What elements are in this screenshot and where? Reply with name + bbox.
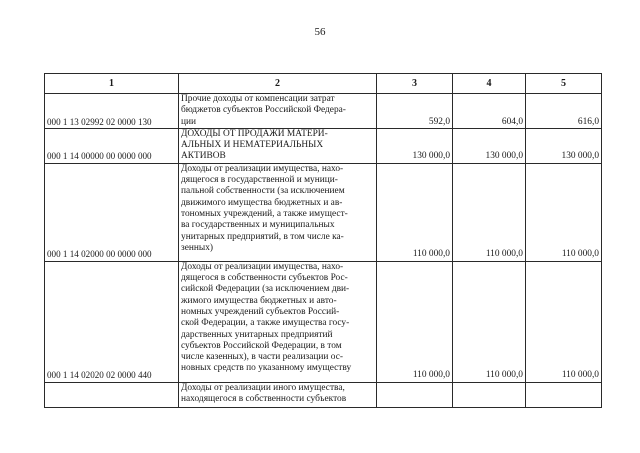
description-line: АЛЬНЫХ И НЕМАТЕРИАЛЬНЫХ [181,140,324,151]
value-col-4-cell: 604,0 [453,94,526,129]
page-number: 56 [314,26,326,38]
budget-code-cell: 000 1 14 00000 00 0000 000 [45,128,179,163]
description-line: жимого имущества бюджетных и авто- [181,295,337,306]
description-cell [179,94,377,129]
budget-code-cell: 000 1 14 02000 00 0000 000 [45,163,179,261]
description-line: зенных) [181,242,214,253]
column-header-3: 3 [377,74,453,94]
value-col-4-cell [453,382,526,407]
budget-code-cell: 000 1 14 02020 02 0000 440 [45,261,179,382]
description-line: Доходы от реализации имущества, нахо- [181,261,344,272]
description-line: Доходы от реализации иного имущества, [181,382,345,393]
description-line: ДОХОДЫ ОТ ПРОДАЖИ МАТЕРИ- [181,128,328,139]
description-line: дящегося в собственности субъектов Рос- [181,273,348,284]
budget-revenue-table [44,73,602,408]
description-line: АКТИВОВ [181,151,226,162]
description-line: сийской Федерации (за исключением дви- [181,284,350,295]
description-line: дящегося в государственной и муници- [181,175,338,186]
description-cell [179,382,377,407]
description-line: Доходы от реализации имущества, нахо- [181,163,344,174]
value-col-3-cell: 110 000,0 [377,163,453,261]
value-col-5-cell: 616,0 [526,94,602,129]
value-col-4-cell: 130 000,0 [453,128,526,163]
value-col-5-cell: 110 000,0 [526,261,602,382]
table-row [45,261,602,382]
description-line: номных учреждений субъектов Россий- [181,306,340,317]
description-line: ва государственных и муниципальных [181,220,335,231]
value-col-3-cell: 592,0 [377,94,453,129]
value-col-3-cell: 110 000,0 [377,261,453,382]
column-header-5: 5 [526,74,602,94]
budget-code-cell: 000 1 13 02992 02 0000 130 [45,94,179,129]
description-cell [179,261,377,382]
description-line: находящегося в собственности субъектов [181,394,347,405]
value-col-4-cell: 110 000,0 [453,163,526,261]
description-line: новных средств по указанному имуществу [181,363,352,374]
description-line: Прочие доходы от компенсации затрат [181,94,335,104]
value-col-5-cell [526,382,602,407]
description-line: субъектов Российской Федерации, в том [181,340,342,351]
description-line: движимого имущества бюджетных и ав- [181,197,343,208]
column-header-4: 4 [453,74,526,94]
table-row [45,163,602,261]
value-col-5-cell: 130 000,0 [526,128,602,163]
value-col-3-cell [377,382,453,407]
budget-code-cell [45,382,179,407]
header-row [45,74,602,94]
description-line: ской Федерации, а также имущества госу- [181,318,350,329]
value-col-5-cell: 110 000,0 [526,163,602,261]
column-header-1: 1 [45,74,179,94]
description-cell [179,128,377,163]
description-cell [179,163,377,261]
column-header-2: 2 [179,74,377,94]
value-col-4-cell: 110 000,0 [453,261,526,382]
value-col-3-cell: 130 000,0 [377,128,453,163]
table-row [45,94,602,129]
table-row [45,128,602,163]
description-line: бюджетов субъектов Российской Федера- [181,105,346,116]
description-line: ции [181,116,197,127]
description-line: числе казенных), в части реализации ос- [181,352,343,363]
description-line: пальной собственности (за исключением [181,186,345,197]
table-row [45,382,602,407]
description-line: тономных учреждений, а также имущест- [181,208,348,219]
description-line: унитарных предприятий, в том числе ка- [181,231,344,242]
description-line: дарственных унитарных предприятий [181,329,333,340]
